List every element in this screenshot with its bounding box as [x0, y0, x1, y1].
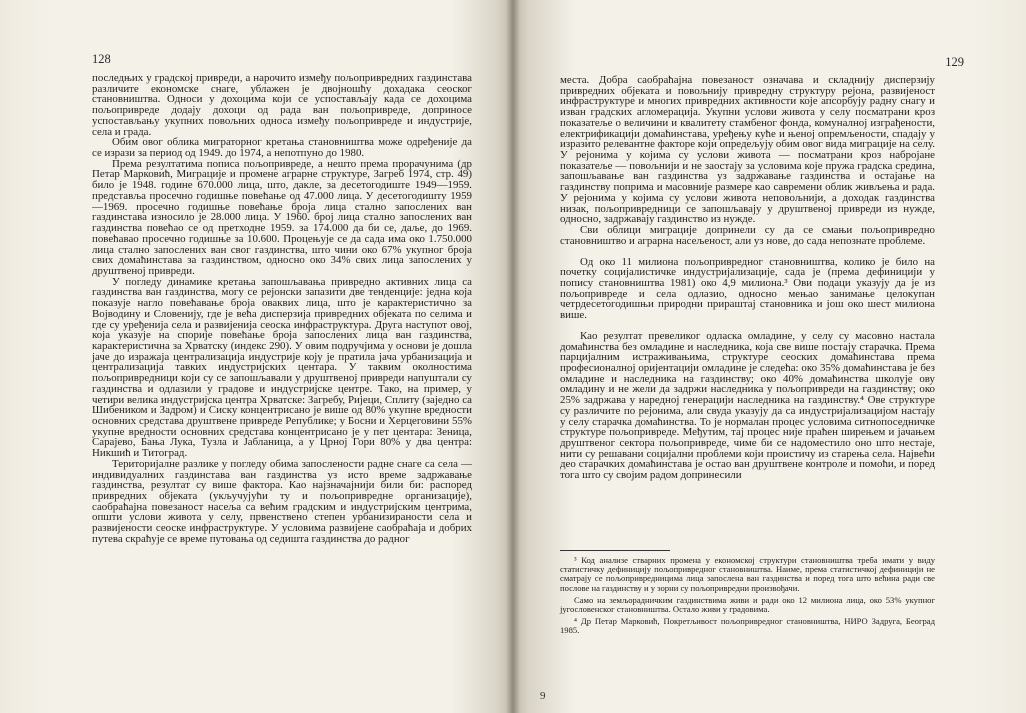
paragraph: Обим овог облика миграторног кретања становништва може одређеније да се изрази за период од 1949. до 1974, а непотпуно до 1980. — [92, 136, 472, 160]
signature-number: 9 — [540, 690, 546, 702]
paragraph: Од око 11 милиона пољопривредног становништва, колико је било на почетку социјалистичке индустријализације, сада је (према дефиницији у попису становништва 1981) око 4,9 милиона.³ Ови подаци указују да је из пољопривреде и села одлазио, односно мењао занимање целокупан четрдесетогодишњи природни прираштај становника и још око шест милиона више. — [560, 255, 935, 322]
paragraph: Као резултат превеликог одласка омладине, у селу су масовно настала домаћинства без омладине и наследника, која све више постају старачка. Према парцијалним истраживањима, структуре сеоских домаћинстава према професионалној оријентацији омладине је следећа: око 35% домаћинстава је без омладине и наследника на газдинству; око 40% домаћинства школује ову омладину и не жели да задржи наследника у пољопривреди на газдинству; око 25% задржава у наредној генерацији наследника на газдинству.⁴ Ове структуре су различите по рејонима, али свуда указују да са индустријализацијом настају у селу старачка домаћинства. То је нормалан процес условима ситнопоседничке структуре пољопривреде. Међутим, тај процес није праћен ширењем и јачањем друштвеног сектора пољопривреде, чиме би се надоместило оно што нестаје, нити су решавани социјални проблеми који проистичу из старења села. Највећи део старачких домаћинстава је остао ван друштвене контроле и помоћи, и поред тога што су својим радом допринесили — [560, 329, 935, 482]
paragraph: Према резултатима пописа пољопривреде, а нешто према прорачунима (др Петар Марковић, Миграције и промене аграрне структуре, Загреб 1974, стр. 49) било је 1948. године 670.000 лица, што, дакле, за десетогодиште 1949—1959. представља просечно годишње повећање од 47.000 лица. У десетогодишту 1959—1969. просечно годишње повећање броја лица стално запослених ван газдинстава износило је 28.000 лица. У 1960. број лица стално запослених ван газдинства повећао се од претходне 1959. за 174.000 да би се, даље, до 1969. повећавао просечно годишње за 10.600. Процењује се да сада има око 1.750.000 лица стално запослених ван свог газдинства, што чини око 67% укупног броја свих домаћинстава за газдинством, односно око 34% свих лица запослених у друштвеној привреди. — [92, 157, 472, 277]
footnote: Само на земљорадничким газдинствима живи и ради око 12 милиона лица, око 53% укупног југословенског становништва. Остало живи у градовима. — [560, 594, 935, 615]
left-page-body — [92, 73, 472, 545]
footnote: ⁴ Др Петар Марковић, Покретљивост пољопривредног становништва, НИРО Задруга, Београд 1985. — [560, 616, 935, 636]
page-number-left: 128 — [92, 52, 111, 66]
footnote: ³ Код анализе стварних промена у економској структури становништва треба имати у виду статистичку дефиницију пољопривредног становништва. Наиме, према статистичкој дефиницији не сматрају се пољопривредницима лица запослена ван газдинства и поред тога што већина ради све послове на газдинству и у зорни су пољопривредни произвођачи. — [560, 555, 935, 593]
footnote-divider — [560, 550, 670, 551]
page-number-right: 129 — [945, 55, 964, 69]
paragraph: Сви облици миграције допринели су да се смањи пољопривредно становништво и аграрна насељеност, али уз нове, до сада непознате проблеме. — [560, 224, 935, 247]
paragraph: У погледу динамике кретања запошљавања привредно активних лица са газдинства ван газдинства, могу се рејонски запазити две тенденције: једна која показује нагло повећавање броја оваквих лица, што је карактеристично за Војводину и Словенију, где је већа дисперзија привредних објеката по селима и где су уређенија села и развијенија сеоска инфраструктура. Друга наступот овој, која указује на спорије повећање броја запослених лица ван газдинства, карактеристична за Хрватску (индекс 290). У овим подручјима у основи је дошла јаче до изражаја централизација индустрије коју је пратила јача урбанизација и централизација тавких индустријских центара. У таквим околностима пољопривредници који су се запошљавали у друштвеној привреди напуштали су газдинства и одлазили у градове и индустријске центре. Тако, на пример, у четири велика индустријска центра Хрватске: Загребу, Ријеци, Сплиту (заједно са Шибеником и Задром) и Сиску концентрисано је више од 80% укупне вредности основних средстава друштвене привреде Републике; у Босни и Херцеговини 55% укупне вредности основних средстава концентрисано је у пет центара: Зеница, Сарајево, Бања Лука, Тузла и Јабланица, а у Црној Гори 80% у два центра: Никшић и Титоград. — [92, 275, 472, 460]
paragraph: Територијалне разлике у погледу обима запослености радне снаге са села — индивидуалних газдинстава ван газдинства уз исто време задржавање газдинства, резултат су више фактора. Као најзначајнији били би: распоред привредних објеката (укључујући ту и пољопривредне организације), саобраћајна повезаност насеља са већим градским и индустријским центрима, општи услови живота у селу, првенствено степен урбанизираности села и развијености сеоске инфраструктуре. У условима развијене саобраћаја и добрих путева скраћује се време путовања од седишта газдинства до радног — [92, 457, 472, 545]
right-page-body — [560, 75, 935, 481]
footnotes — [560, 556, 935, 639]
book-gutter — [506, 0, 520, 713]
paragraph: последњих у градској привреди, а нарочито између пољопривредних газдинстава различите економске снаге, ублажен је двојношћу дохадака сеоског становништва. Односи у дохоцима који се успостављају када се дохоцима пољопривреде додају дохоци од рада ван пољопривреде, доприносе успостављању укупних повољних односа између пољопривреде и индустрије, села и града. — [92, 72, 472, 138]
paragraph: места. Добра саобраћајна повезаност означава и складнију дисперзију привредних објеката и повољнију привредну структуру рејона, развијеност инфраструктуре и многих привредних активности које апсорбују радну снагу и изван градских агломерација. Укупни услови живота у селу посматрани кроз показатеље о величини и квалитету стамбеног фонда, комуналној изграђености, електрификацији домаћинстава, уређењу куће и њеној опремљености, спадају у изразито релевантне факторе који опредељују обим овог вида миграције на селу. У рејонима у којима су услови живота — посматрани кроз набројане показатеље — повољнији и не заостају за условима које пружа градска средина, запошљавање ван газдинства уз задржавање газдинства и остајање на газдинству поприма и масовније размере као савремени облик живљења и рада. У рејонима у којима су услови живота неповољнији, а доходак газдинства низак, пољопривредници се запошљавају у друштвеној привреди из нужде, односно, задржавају газдинство из нужде. — [560, 74, 935, 226]
